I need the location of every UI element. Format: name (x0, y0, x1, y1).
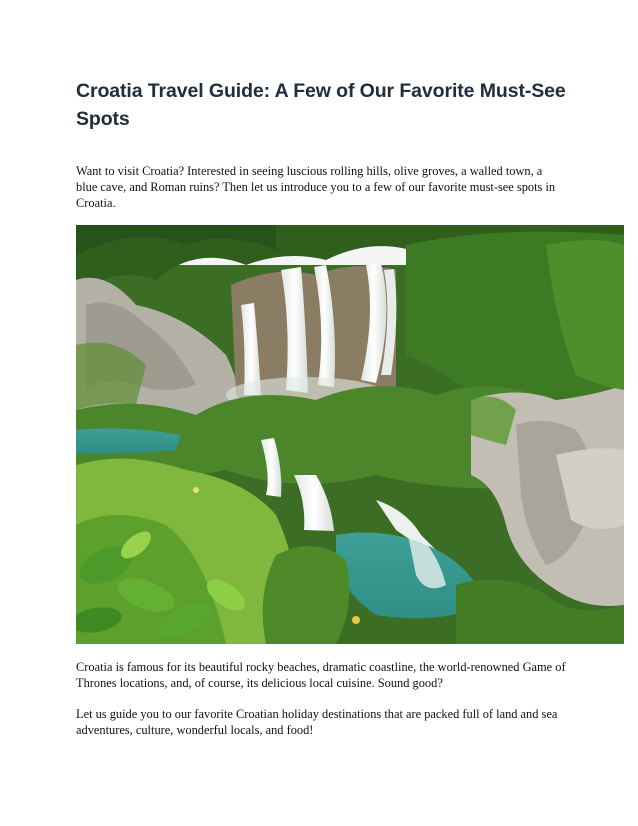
description-paragraph: Croatia is famous for its beautiful rocky beaches, dramatic coastline, the world-renowned Game of Thrones locations, and, of course, its delicious local cuisine. Sound good? (76, 660, 566, 690)
waterfall-photo (76, 225, 624, 644)
intro-paragraph: Want to visit Croatia? Interested in seeing luscious rolling hills, olive groves, a walled town, a blue cave, and Roman ruins? Then let us introduce you to a few of our favorite must-see spots in Croatia. (76, 164, 556, 210)
article-title: Croatia Travel Guide: A Few of Our Favorite Must-See Spots (76, 80, 566, 130)
guide-paragraph: Let us guide you to our favorite Croatian holiday destinations that are packed full of land and sea adventures, culture, wonderful locals, and food! (76, 707, 558, 737)
